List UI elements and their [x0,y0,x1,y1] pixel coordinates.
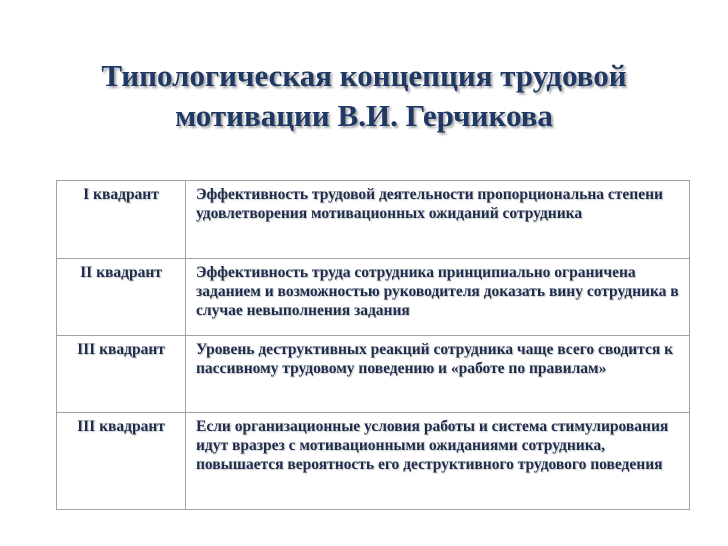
slide-title-line-2: мотивации В.И. Герчикова [175,98,553,133]
quadrant-description: Эффективность трудовой деятельности пропорциональна степени удовлетворения мотивационных ожиданий сотрудника [186,181,690,259]
quadrant-label: III квадрант [57,413,186,510]
table-row [57,413,690,510]
table-row [57,181,690,259]
quadrant-label: I квадрант [57,181,186,259]
quadrant-description: Если организационные условия работы и система стимулирования идут вразрез с мотивационными ожиданиями сотрудника, повышается вероятность его деструктивного трудового поведения [186,413,690,510]
slide-title-line-1: Типологическая концепция трудовой [101,58,627,93]
quadrant-label: II квадрант [57,259,186,336]
table-row [57,259,690,336]
quadrant-description: Уровень деструктивных реакций сотрудника чаще всего сводится к пассивному трудовому поведению и «работе по правилам» [186,336,690,413]
table-row [57,336,690,413]
quadrant-description: Эффективность труда сотрудника принципиально ограничена заданием и возможностью руководителя доказать вину сотрудника в случае невыполнения задания [186,259,690,336]
slide-title [0,56,728,136]
quadrant-table [56,180,690,510]
quadrant-label: III квадрант [57,336,186,413]
